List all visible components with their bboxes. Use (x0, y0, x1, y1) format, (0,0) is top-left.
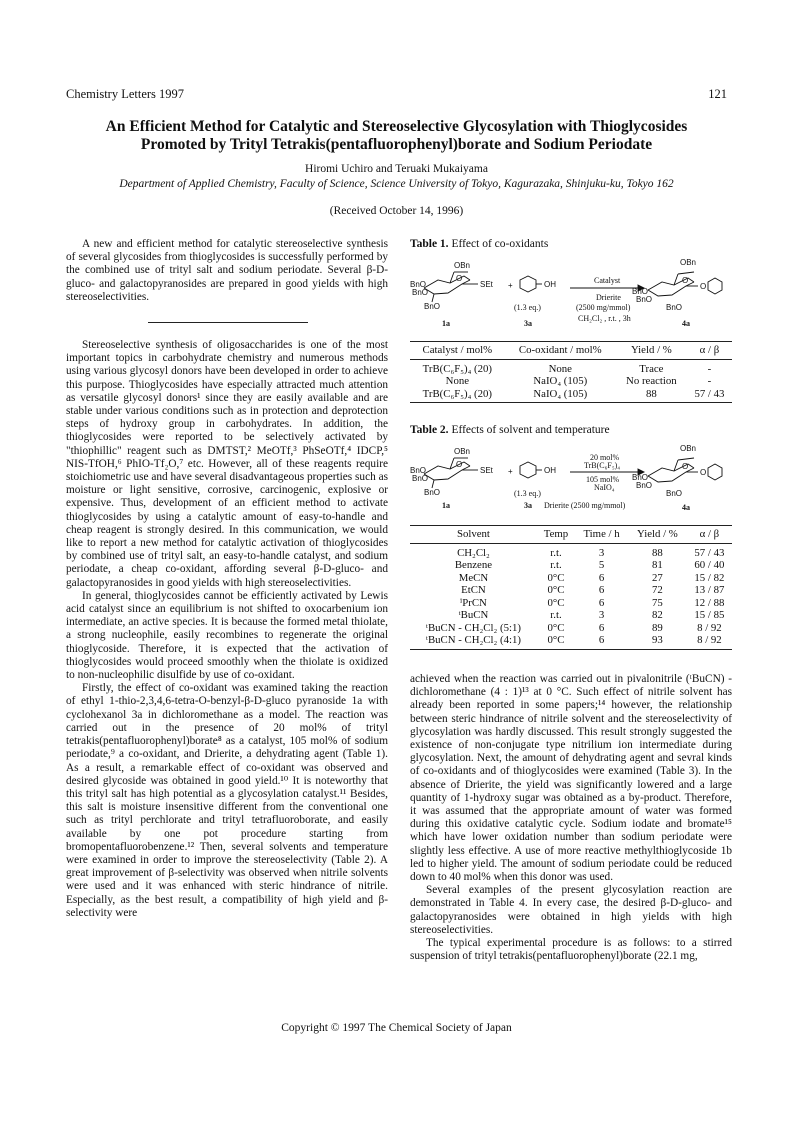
table-cell: - (707, 375, 712, 387)
table-cell: NaIO₄ (105) (533, 375, 588, 387)
paragraph: The typical experimental procedure is as follows: to a stirred suspension of trityl tetrakis(pentafluorophenyl)borate (22.1 mg, (410, 937, 732, 963)
table-cell: 0°C (547, 596, 565, 609)
table-2-title: Effects of solvent and temperature (451, 424, 610, 436)
table-cell: None (548, 362, 572, 375)
table-2-reaction-scheme (410, 436, 732, 516)
table-cell: 82 (652, 609, 663, 621)
arrow-condition: NaIO₄ (594, 483, 615, 492)
table-cell: 88 (652, 546, 663, 559)
table-1-reaction-scheme (410, 250, 732, 332)
table-cell: 0°C (547, 584, 565, 596)
table-cell: 6 (598, 621, 605, 634)
compound-label: 4a (682, 503, 690, 512)
arrow-reagent: TrB(C₆F₅)₄ (584, 461, 621, 470)
table-cell: 57 / 43 (687, 388, 732, 403)
equiv-label: (1.3 eq.) (514, 303, 541, 312)
table-cell: r.t. (550, 559, 562, 571)
table-cell: Benzene (454, 559, 493, 571)
column-header: Yield / % (616, 342, 687, 360)
obn-label: OBn (680, 444, 697, 453)
set-label: SEt (480, 466, 493, 475)
ring-oxygen-label: O (700, 282, 707, 291)
table-cell: 3 (598, 609, 605, 621)
table-cell: None (445, 375, 470, 387)
equiv-label: (1.3 eq.) (514, 489, 541, 498)
table-cell: 8 / 92 (687, 634, 732, 649)
ring-oxygen-label: O (700, 468, 707, 477)
arrow-reagent: Catalyst (594, 276, 621, 285)
arrow-condition: Drierite (596, 293, 621, 302)
table-cell: 81 (652, 559, 663, 571)
paragraph: Stereoselective synthesis of oligosaccharides is one of the most important topics in carbohydrate chemistry and numerous methods using various glycosyl donors have been developed in order to achieve this purpose. Thioglycosides have especially attracted much attention as versatile glycosyl donors¹ since they are easily available and are stable under various conditions such as in protection and deprotection steps of hydroxy group in carbohydrates. In addition, the thioglycosides were reported to be selectively activated by "thiophillic" reagent such as DMTST,² MeOTf,³ PhSeOTf,⁴ IDCP,⁵ NIS-TfOH,⁶ PhIO-Tf₂O,⁷ etc. However, all of these reagents require stoichiometric use and have several disadvantageous properties such as moisture or light sensitive, corrosive, carcinogenic, explosive or expensive. Thus, development of an efficient method to activate thioglycosides by using a catalytic amount of easy-to-handle and cheap reagent is strongly desired. In this communication, we would like to report a new method for catalytic activation of thioglycosides by combined use of trityl salt, an easy-to-handle catalyst, and sodium periodate, a cheap co-oxidant, affording several β-D-gluco- and galactopyranosides in good yields with high stereoselectivities. (66, 339, 388, 589)
table-cell: ᵗBuCN - CH₂Cl₂ (5:1) (425, 621, 521, 634)
oh-label: OH (544, 280, 556, 289)
table-1-data (410, 341, 732, 403)
arrow-condition: CH₂Cl₂ , r.t. , 3h (578, 314, 631, 323)
table-cell: r.t. (550, 546, 562, 559)
compound-label: 1a (442, 501, 450, 510)
table-1-caption (410, 238, 732, 250)
title-line-1: An Efficient Method for Catalytic and Stereoselective Glycosylation with Thioglycosides (105, 118, 688, 135)
table-cell: 57 / 43 (694, 546, 725, 559)
table-cell: No reaction (626, 375, 677, 387)
table-1-label: Table 1. (410, 238, 449, 250)
received-date: (Received October 14, 1996) (329, 205, 464, 217)
obn-label: OBn (680, 258, 697, 267)
table-cell: TrB(C₆F₅)₄ (20) (422, 362, 493, 375)
bno-label: BnO (666, 303, 683, 312)
column-header: Catalyst / mol% (410, 342, 505, 360)
table-row (410, 359, 732, 375)
column-header: Yield / % (628, 526, 687, 544)
table-cell: ⁱPrCN (460, 596, 487, 609)
affiliation: Department of Applied Chemistry, Faculty of Science, Science University of Tokyo, Kagurazaka, Shinjuku-ku, Tokyo 162 (119, 178, 674, 190)
table-1 (410, 238, 732, 403)
arrow-condition: 105 mol% (586, 475, 620, 484)
table-cell: 72 (652, 584, 663, 596)
set-label: SEt (480, 280, 493, 289)
column-header: Co-oxidant / mol% (505, 342, 616, 360)
abstract-divider (148, 322, 308, 323)
table-cell: 8 / 92 (697, 621, 722, 634)
column-header: Solvent (410, 526, 537, 544)
compound-label: 1a (442, 319, 450, 328)
table-cell: 0°C (537, 634, 575, 649)
ring-oxygen-label: O (456, 460, 463, 469)
table-row (410, 388, 732, 403)
table-cell: 15 / 85 (694, 609, 725, 621)
abstract (66, 238, 388, 304)
table-cell: r.t. (550, 609, 562, 621)
abstract-text: A new and efficient method for catalytic stereoselective synthesis of several glycosides from thioglycosides is successfully performed by the combined use of trityl salt and sodium periodate. Several β-D-gluco- and galactopyranosides are prepared in good yields with high stereoselectivities. (66, 238, 388, 303)
authors: Hiromi Uchiro and Teruaki Mukaiyama (305, 163, 488, 175)
column-header: α / β (687, 342, 732, 360)
table-cell: 13 / 87 (694, 584, 725, 596)
column-header: α / β (687, 526, 732, 544)
bno-label: BnO (666, 489, 683, 498)
table-cell: MeCN (458, 571, 489, 584)
bno-label: BnO (412, 474, 429, 483)
table-cell: ᵗBuCN - CH₂Cl₂ (4:1) (410, 634, 537, 649)
table-cell: 6 (598, 571, 605, 584)
table-cell: 27 (652, 571, 663, 584)
drierite-label: Drierite (2500 mg/mmol) (544, 501, 626, 510)
table-1-title: Effect of co-oxidants (451, 238, 549, 250)
table-cell: 88 (616, 388, 687, 403)
table-row (410, 559, 732, 572)
plus-sign: + (508, 467, 513, 476)
bno-label: BnO (636, 295, 653, 304)
table-cell: EtCN (461, 584, 486, 596)
table-cell: 3 (598, 546, 605, 559)
table-cell: 93 (628, 634, 687, 649)
table-row (410, 609, 732, 622)
table-cell: NaIO₄ (105) (505, 388, 616, 403)
right-column (410, 673, 732, 963)
table-cell: 6 (598, 596, 605, 609)
table-cell: TrB(C₆F₅)₄ (20) (410, 388, 505, 403)
ring-oxygen-label: O (682, 276, 689, 285)
table-cell: 60 / 40 (694, 559, 725, 571)
table-cell: 6 (575, 634, 628, 649)
oh-label: OH (544, 466, 556, 475)
table-2-caption (410, 424, 732, 436)
bno-label: BnO (410, 466, 427, 475)
table-2-label: Table 2. (410, 424, 449, 436)
compound-label: 4a (682, 319, 690, 328)
table-cell: 12 / 88 (694, 596, 725, 609)
table-2 (410, 424, 732, 650)
table-cell: 5 (598, 559, 605, 571)
copyright-footer: Copyright © 1997 The Chemical Society of Japan (281, 1022, 512, 1034)
obn-label: OBn (454, 447, 471, 456)
compound-label: 3a (524, 501, 532, 510)
journal-header: Chemistry Letters 1997 (66, 87, 185, 101)
ring-oxygen-label: O (456, 274, 463, 283)
bno-label: BnO (632, 287, 649, 296)
table-cell: Trace (639, 362, 664, 375)
table-row (410, 375, 732, 388)
arrow-condition: (2500 mg/mmol) (576, 303, 631, 312)
ring-oxygen-label: O (682, 462, 689, 471)
left-column (66, 339, 388, 920)
title-line-2: Promoted by Trityl Tetrakis(pentafluorophenyl)borate and Sodium Periodate (140, 136, 653, 153)
table-cell: - (707, 362, 712, 375)
table-cell: 0°C (547, 621, 565, 634)
paragraph: In general, thioglycosides cannot be efficiently activated by Lewis acid catalyst since an equilibrium is not shifted to oxocarbenium ion intermediate, an active species. It is because the formed metal thiolate, a strong nucleophile, easily recombines to regenerate the original thioglycoside. Therefore, it is expected that the activation of thioglycosides would proceed smoothly when the thiolate is oxidized to non-nucleophilic disulfide by use of co-oxidant. (66, 589, 388, 682)
paragraph: Several examples of the present glycosylation reaction are demonstrated in Table 4. In every case, the desired β-D-gluco- and galactopyranosides were obtained in high yields with high stereoselectivities. (410, 884, 732, 936)
table-row (410, 572, 732, 585)
article-title (40, 118, 753, 154)
column-header: Temp (537, 526, 575, 544)
table-cell: 15 / 82 (694, 571, 725, 584)
paragraph: achieved when the reaction was carried out in pivalonitrile (ᵗBuCN) - dichloromethane (4 : 1)¹³ at 0 °C. Such effect of nitrile solvent has already been reported in some papers;¹⁴ however, the relationship between steric hindrance of nitrile solvent and the stereoselectivity of glycosylation was hardly discussed. This result strongly suggested the existence of non-conjugate type nitrilium ion intermediate during glycosylation. Next, the amount of dehydrating agent and sevral kinds of co-oxidants and of thioglycosides were examined (Table 3). In the absence of Drierite, the yield was significantly lowered and a large quantity of 1-hydroxy sugar was obtained as a by-product. Therefore, it was assumed that the appropriate amount of water was formed during this oxidative catalytic cycle. Sodium iodate and bromate¹⁵ which have lower oxidation number than sodium periodate were slightly less effective. A use of more reactive methylthioglycoside 1b led to higher yield. The amount of sodium periodate could be reduced down to 40 mol% when this donor was used. (410, 673, 732, 884)
compound-label: 3a (524, 319, 532, 328)
arrow-reagent: 20 mol% (590, 453, 620, 462)
table-row (410, 543, 732, 559)
table-cell: CH₂Cl₂ (457, 546, 490, 559)
table-row (410, 634, 732, 649)
table-cell: 6 (598, 584, 605, 596)
bno-label: BnO (424, 488, 441, 497)
table-row (410, 622, 732, 635)
column-header: Time / h (575, 526, 628, 544)
bno-label: BnO (632, 473, 649, 482)
table-row (410, 584, 732, 597)
table-2-data (410, 525, 732, 650)
table-cell: ᵗBuCN (458, 609, 489, 621)
plus-sign: + (508, 281, 513, 290)
bno-label: BnO (636, 481, 653, 490)
table-cell: 0°C (547, 571, 565, 584)
bno-label: BnO (410, 280, 427, 289)
bno-label: BnO (412, 288, 429, 297)
table-cell: 89 (652, 621, 663, 634)
bno-label: BnO (424, 302, 441, 311)
table-cell: 75 (652, 596, 663, 609)
table-row (410, 597, 732, 610)
page-number: 121 (708, 87, 727, 101)
obn-label: OBn (454, 261, 471, 270)
paragraph: Firstly, the effect of co-oxidant was examined taking the reaction of ethyl 1-thio-2,3,4,6-tetra-O-benzyl-β-D-gluco pyranoside 1a with cyclohexanol 3a in dichloromethane as a model. The reaction was carried out in the presence of 20 mol% of trityl tetrakis(pentafluorophenyl)borate⁸ as a catalyst, 105 mol% of sodium periodate,⁹ a co-oxidant, and Drierite, a dehydrating agent (Table 1). As a result, a remarkable effect of co-oxidant was observed and desired glycoside was obtained in good yield.¹⁰ It is noteworthy that this trityl salt has high potential as a glycosylation catalyst.¹¹ Besides, this salt is moisture insensitive different from the conventional one such as trityl perchlorate and trityl tetrafluoroborate, and easily available by one pot procedure starting from bromopentafluorobenzene.¹² Then, several solvents and temperature were examined in order to improve the stereoselectivity (Table 2). A great improvement of β-selectivity was observed when nitrile solvents were used and it was enhanced with steric hindrance of nitrile. Especially, as the best result, a compatibility of high yield and β-selectivity were (66, 682, 388, 919)
